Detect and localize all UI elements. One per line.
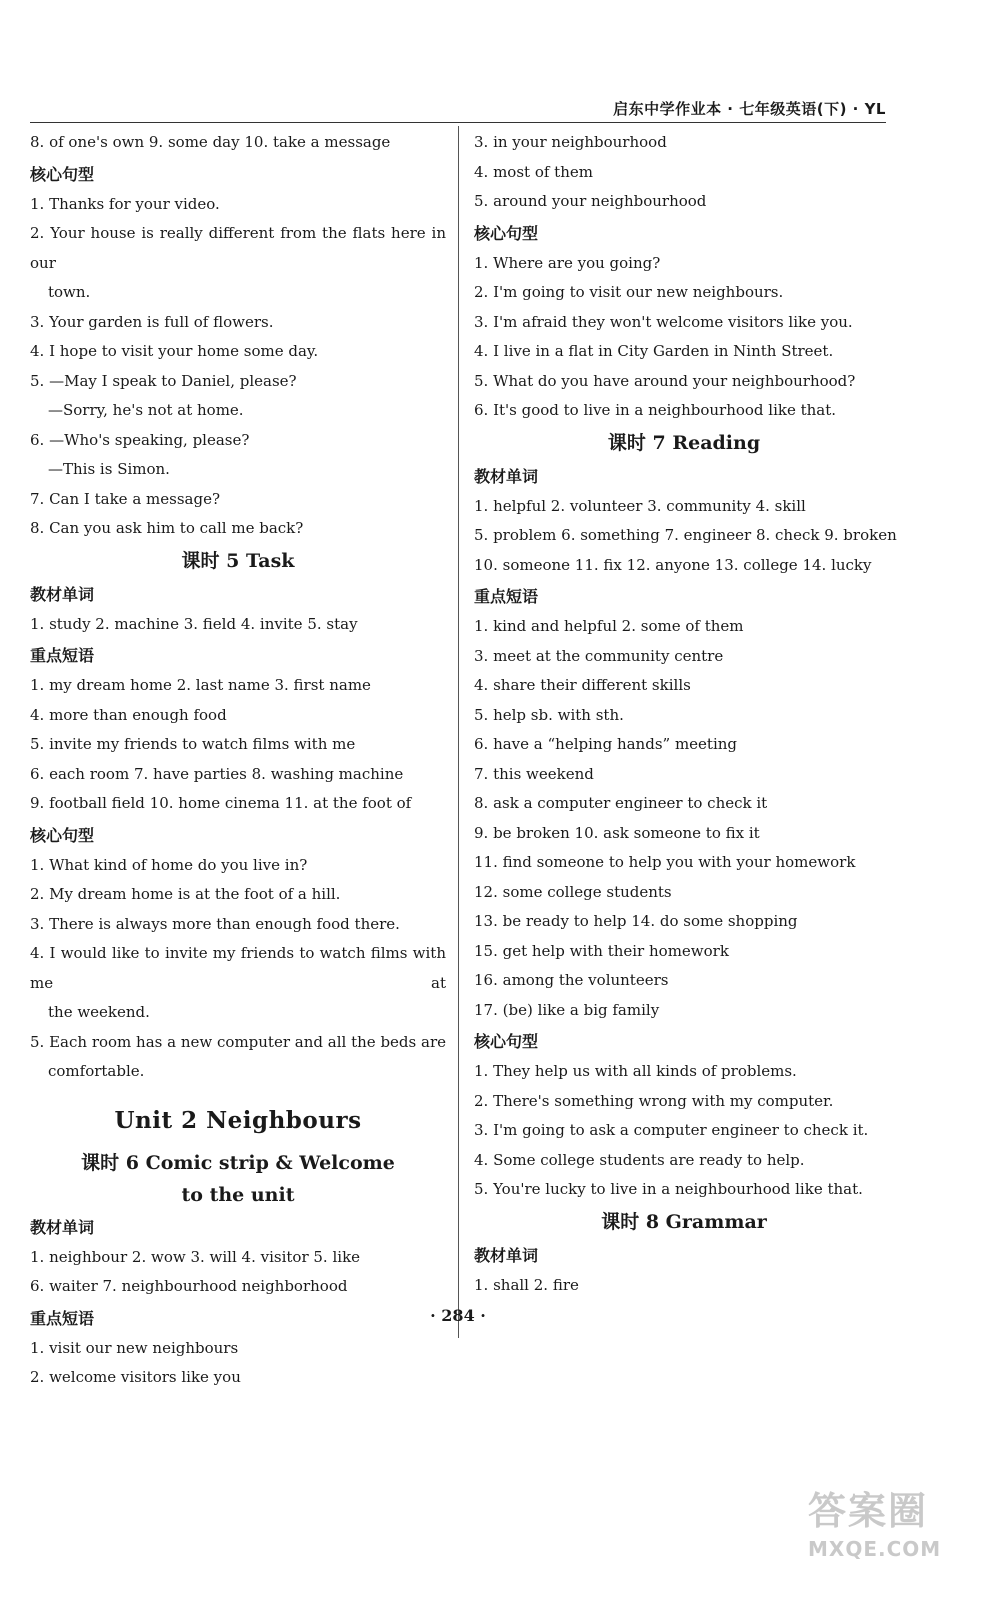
sentence-line: 8. Can you ask him to call me back? [30, 519, 304, 537]
sentence-line-cont: —This is Simon. [48, 460, 170, 478]
phrase-line: 9. football field 10. home cinema 11. at the foot of [30, 794, 412, 812]
sentence-line: 2. I'm going to visit our new neighbours. [474, 283, 784, 301]
word-line: 6. waiter 7. neighbourhood neighborhood [30, 1277, 348, 1295]
phrase-line: 4. most of them [474, 162, 593, 181]
sentence-line: 1. What kind of home do you live in? [30, 855, 308, 874]
phrase-line: 9. be broken 10. ask someone to fix it [474, 823, 760, 842]
phrase-line: 16. among the volunteers [474, 971, 669, 989]
section-heading-words: 教材单词 [30, 1217, 95, 1237]
sentence-line: 2. There's something wrong with my computer. [474, 1091, 834, 1110]
sentence-line: 5. —May I speak to Daniel, please? [30, 371, 297, 390]
phrase-line: 1. visit our new neighbours [30, 1338, 239, 1357]
lesson-heading-7: 课时 7 Reading [607, 431, 761, 454]
phrase-line: 5. around your neighbourhood [474, 192, 707, 210]
sentence-line: 5. Each room has a new computer and all the beds are [30, 1032, 446, 1051]
phrase-line: 6. have a “helping hands” meeting [474, 735, 738, 753]
section-heading-sentences: 核心句型 [30, 825, 95, 845]
lesson-heading-8: 课时 8 Grammar [601, 1210, 767, 1233]
sentence-line-cont: the weekend. [48, 1003, 150, 1021]
section-heading-phrases: 重点短语 [30, 646, 95, 665]
lesson-heading-6: 课时 6 Comic strip & Welcome [81, 1151, 395, 1174]
sentence-line: 3. Your garden is full of flowers. [30, 312, 274, 331]
sentence-line-cont: —Sorry, he's not at home. [48, 401, 244, 419]
sentence-line: 2. My dream home is at the foot of a hill. [30, 885, 341, 903]
sentence-line: 5. What do you have around your neighbourhood? [474, 371, 856, 390]
word-line: 1. helpful 2. volunteer 3. community 4. skill [474, 496, 806, 515]
sentence-line: 2. Your house is really different from the flats here in our [30, 224, 446, 272]
sentence-line: 4. I hope to visit your home some day. [30, 342, 319, 360]
phrase-line: 1. my dream home 2. last name 3. first name [30, 676, 371, 694]
section-heading-sentences: 核心句型 [474, 1032, 539, 1051]
lesson-heading-6-cont: to the unit [181, 1183, 295, 1206]
sentence-line: 7. Can I take a message? [30, 489, 220, 508]
sentence-line: 4. I live in a flat in City Garden in Ninth Street. [474, 342, 834, 360]
phrase-line: 4. more than enough food [30, 705, 227, 724]
right-column [474, 128, 897, 1300]
sentence-line: 6. It's good to live in a neighbourhood like that. [474, 401, 837, 419]
sentence-line: 4. Some college students are ready to help. [474, 1150, 805, 1169]
phrase-line: 7. this weekend [474, 764, 594, 783]
phrase-line: 2. welcome visitors like you [30, 1368, 241, 1386]
lesson-heading-5: 课时 5 Task [181, 549, 295, 572]
phrase-line: 8. of one's own 9. some day 10. take a message [30, 133, 391, 151]
section-heading-sentences: 核心句型 [30, 164, 95, 184]
watermark-url: MXQE.COM [808, 1537, 942, 1561]
phrase-line: 12. some college students [474, 882, 672, 901]
sentence-line: 6. —Who's speaking, please? [30, 430, 250, 449]
section-heading-words: 教材单词 [474, 466, 539, 486]
phrase-line: 3. meet at the community centre [474, 646, 724, 665]
word-line: 1. study 2. machine 3. field 4. invite 5. stay [30, 614, 358, 633]
phrase-line: 5. help sb. with sth. [474, 705, 624, 724]
phrase-line: 8. ask a computer engineer to check it [474, 794, 768, 812]
left-column [30, 128, 446, 1393]
sentence-line: 3. I'm going to ask a computer engineer to check it. [474, 1121, 869, 1139]
page-header: 启东中学作业本 · 七年级英语(下) · YL [30, 98, 886, 123]
section-heading-words: 教材单词 [30, 584, 95, 604]
word-line: 1. neighbour 2. wow 3. will 4. visitor 5. like [30, 1247, 361, 1266]
watermark-glyphs: 答案圈 [808, 1489, 929, 1533]
sentence-line: 5. You're lucky to live in a neighbourhood like that. [474, 1180, 863, 1198]
sentence-line: 1. Where are you going? [474, 253, 661, 272]
section-heading-phrases: 重点短语 [474, 587, 539, 606]
phrase-line: 11. find someone to help you with your homework [474, 853, 856, 871]
phrase-line: 13. be ready to help 14. do some shopping [474, 912, 798, 930]
phrase-line: 1. kind and helpful 2. some of them [474, 617, 744, 635]
page-number: · 284 · [430, 1306, 486, 1325]
sentence-line: 1. They help us with all kinds of problems. [474, 1062, 797, 1080]
sentence-line: 1. Thanks for your video. [30, 194, 220, 213]
word-line: 10. someone 11. fix 12. anyone 13. college 14. lucky [474, 555, 872, 574]
sentence-line: 4. I would like to invite my friends to watch films with me at [30, 944, 446, 992]
watermark-logo [808, 1488, 980, 1588]
phrase-line: 5. invite my friends to watch films with me [30, 735, 356, 753]
sentence-line: 3. There is always more than enough food there. [30, 914, 400, 933]
phrase-line: 6. each room 7. have parties 8. washing machine [30, 764, 404, 783]
sentence-line-cont: town. [48, 283, 91, 301]
phrase-line: 15. get help with their homework [474, 941, 729, 960]
section-heading-words: 教材单词 [474, 1245, 539, 1265]
phrase-line: 17. (be) like a big family [474, 1000, 660, 1019]
sentence-line: 3. I'm afraid they won't welcome visitors like you. [474, 312, 853, 331]
unit-heading: Unit 2 Neighbours [114, 1106, 362, 1134]
column-divider [458, 126, 459, 1338]
sentence-line-cont: comfortable. [48, 1062, 145, 1080]
phrase-line: 3. in your neighbourhood [474, 133, 667, 151]
word-line: 1. shall 2. fire [474, 1275, 579, 1294]
section-heading-sentences: 核心句型 [474, 223, 539, 243]
section-heading-phrases: 重点短语 [30, 1308, 95, 1328]
word-line: 5. problem 6. something 7. engineer 8. check 9. broken [474, 526, 897, 544]
phrase-line: 4. share their different skills [474, 676, 691, 694]
